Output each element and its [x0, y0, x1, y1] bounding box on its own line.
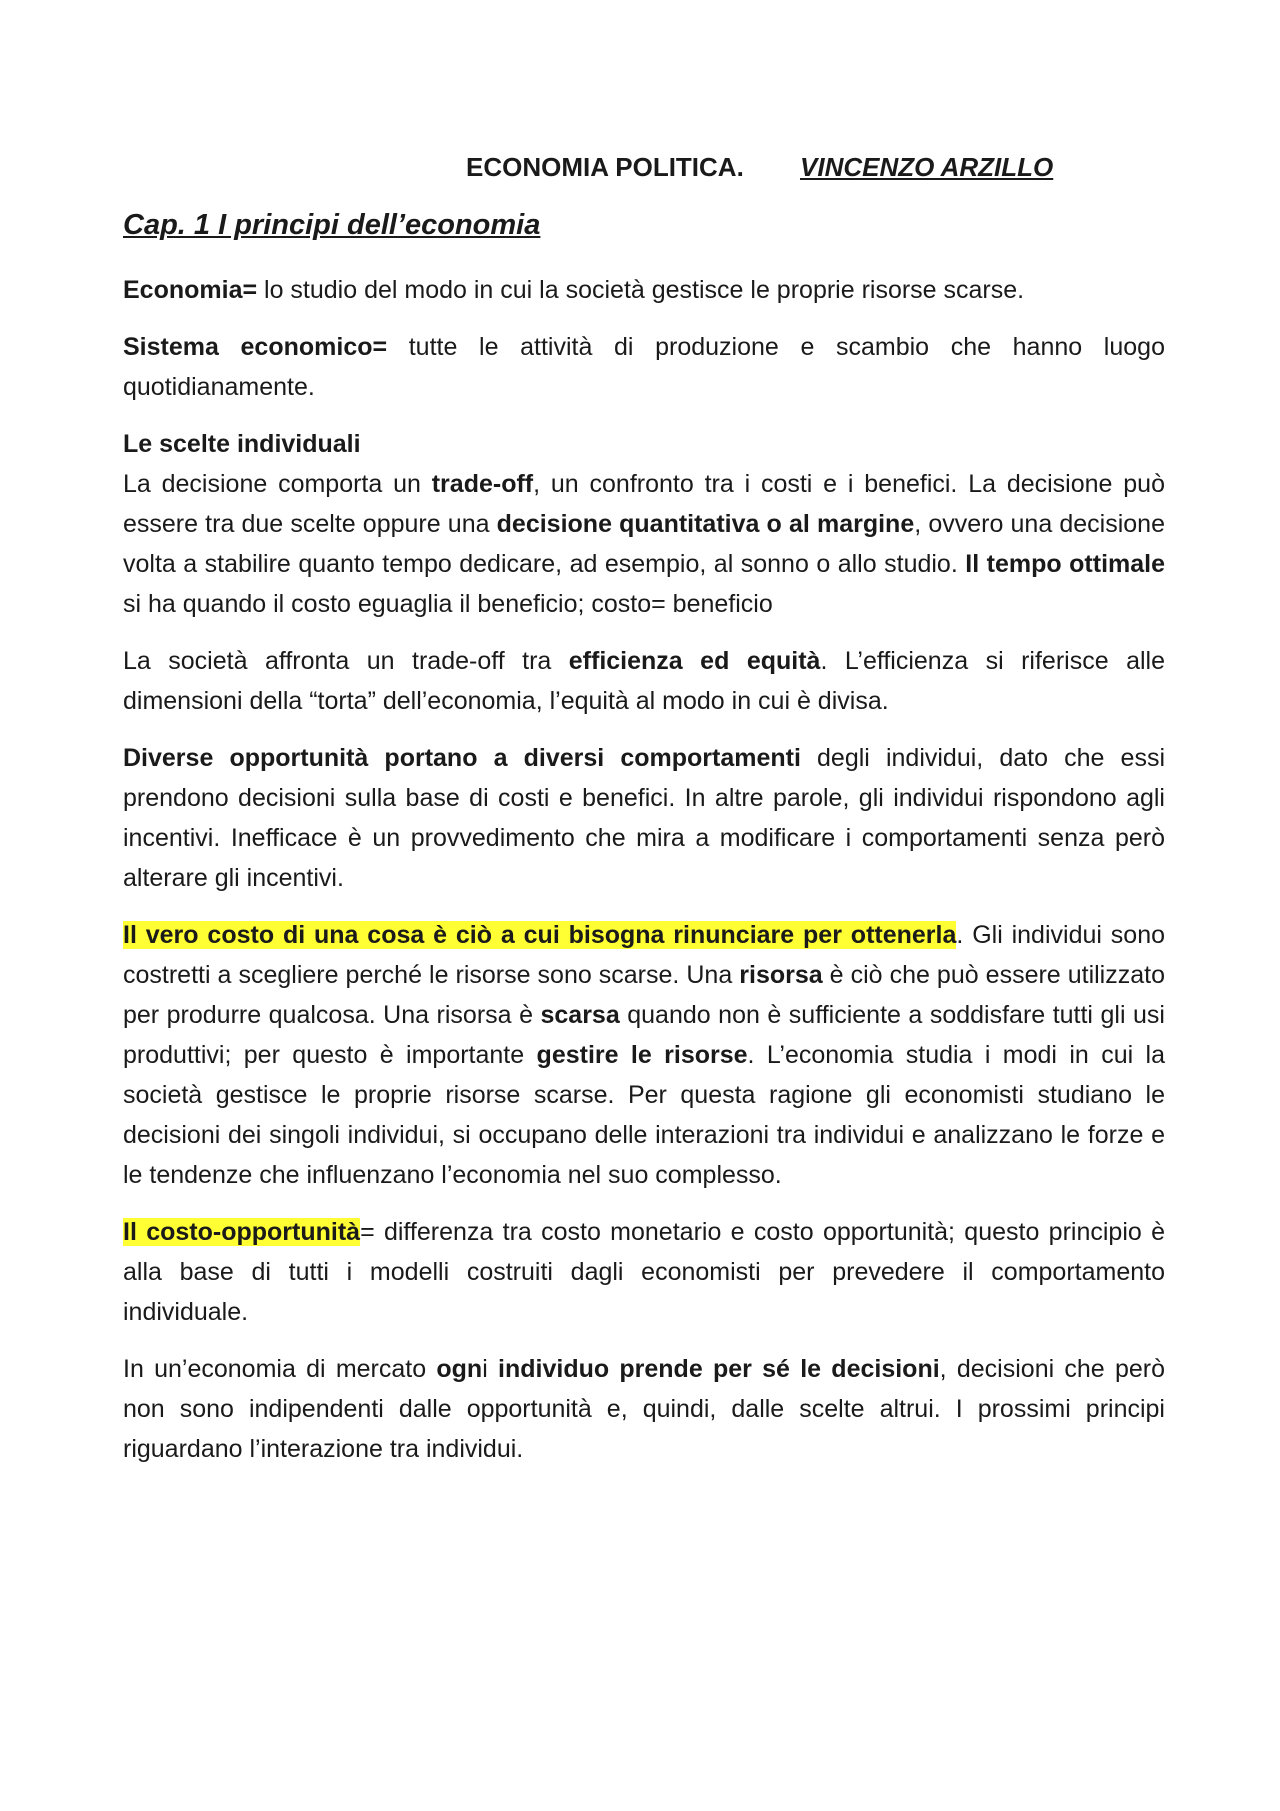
bold-term: Economia= [123, 276, 258, 304]
paragraph-text: quando non è sufficiente a soddisfare tutti gli usi produttivi; per questo è importante [123, 1001, 1165, 1069]
paragraph-text: tutte le attività di produzione e scambio che hanno luogo quotidianamente. [123, 333, 1165, 401]
paragraph-sistema-economico [123, 327, 1165, 407]
paragraph-text: In un’economia di mercato [123, 1355, 437, 1383]
paragraph-economia [123, 270, 1165, 310]
bold-term: gestire le risorse [536, 1041, 748, 1069]
paragraph-text: . L’efficienza si riferisce alle dimensioni della “torta” dell’economia, l’equità al modo in cui è divisa. [123, 647, 1165, 715]
bold-term: scarsa [540, 1001, 620, 1029]
bold-term: efficienza ed equità [568, 647, 821, 675]
paragraph-opportunita [123, 738, 1165, 898]
paragraph-scelte-individuali [123, 424, 1165, 624]
bold-term: Il tempo ottimale [965, 550, 1165, 578]
bold-term: ogn [436, 1355, 483, 1383]
paragraph-text: lo studio del modo in cui la società gestisce le proprie risorse scarse. [257, 276, 1025, 304]
paragraph-costo-opportunita [123, 1212, 1165, 1332]
section-heading: Le scelte individuali [123, 430, 361, 458]
bold-term: trade-off [431, 470, 534, 498]
paragraph-text: si ha quando il costo eguaglia il beneficio; costo= beneficio [123, 590, 773, 618]
paragraph-text: , un confronto tra i costi e i benefici. La decisione può essere tra due scelte oppure una [123, 470, 1165, 538]
paragraph-text: La decisione comporta un [123, 470, 432, 498]
paragraph-text: è ciò che può essere utilizzato per produrre qualcosa. Una risorsa è [123, 961, 1165, 1029]
highlighted-term: Il vero costo di una cosa è ciò a cui bisogna rinunciare per ottenerla [123, 921, 957, 949]
paragraph-text: = differenza tra costo monetario e costo opportunità; questo principio è alla base di tutti i modelli costruiti dagli economisti per prevedere il comportamento individuale. [123, 1218, 1165, 1326]
bold-term: individuo prende per sé le decisioni [498, 1355, 940, 1383]
chapter-title: Cap. 1 I principi dell’economia [123, 209, 541, 241]
document-header [466, 152, 1054, 183]
paragraph-text: . L’economia studia i modi in cui la società gestisce le proprie risorse scarse. Per questa ragione gli economisti studiano le decisioni dei singoli individui, si occupano delle interazioni tra individui e analizzano le forze e le tendenze che influenzano l’economia nel suo complesso. [123, 1041, 1166, 1189]
paragraph-text: i [482, 1355, 499, 1383]
paragraph-text: . Gli individui sono costretti a scegliere perché le risorse sono scarse. Una [123, 921, 1165, 989]
document-body [123, 270, 1165, 1486]
paragraph-text: , ovvero una decisione volta a stabilire quanto tempo dedicare, ad esempio, al sonno o allo studio. [123, 510, 1165, 578]
bold-term: Sistema economico= [123, 333, 388, 361]
highlighted-term: Il costo-opportunità [123, 1218, 361, 1246]
author-name: VINCENZO ARZILLO [800, 152, 1054, 182]
paragraph-text: La società affronta un trade-off tra [123, 647, 569, 675]
paragraph-text: , decisioni che però non sono indipendenti dalle opportunità e, quindi, dalle scelte altrui. I prossimi principi riguardano l’interazione tra individui. [123, 1355, 1165, 1463]
paragraph-efficienza-equita [123, 641, 1165, 721]
document-title: ECONOMIA POLITICA. [466, 152, 744, 182]
bold-term: decisione quantitativa o al margine [496, 510, 915, 538]
paragraph-text: degli individui, dato che essi prendono decisioni sulla base di costi e benefici. In altre parole, gli individui rispondono agli incentivi. Inefficace è un provvedimento che mira a modificare i comportamenti senza però alterare gli incentivi. [123, 744, 1165, 892]
bold-term: Diverse opportunità portano a diversi comportamenti [123, 744, 801, 772]
paragraph-vero-costo [123, 915, 1165, 1195]
bold-term: risorsa [739, 961, 823, 989]
paragraph-economia-di-mercato [123, 1349, 1165, 1469]
